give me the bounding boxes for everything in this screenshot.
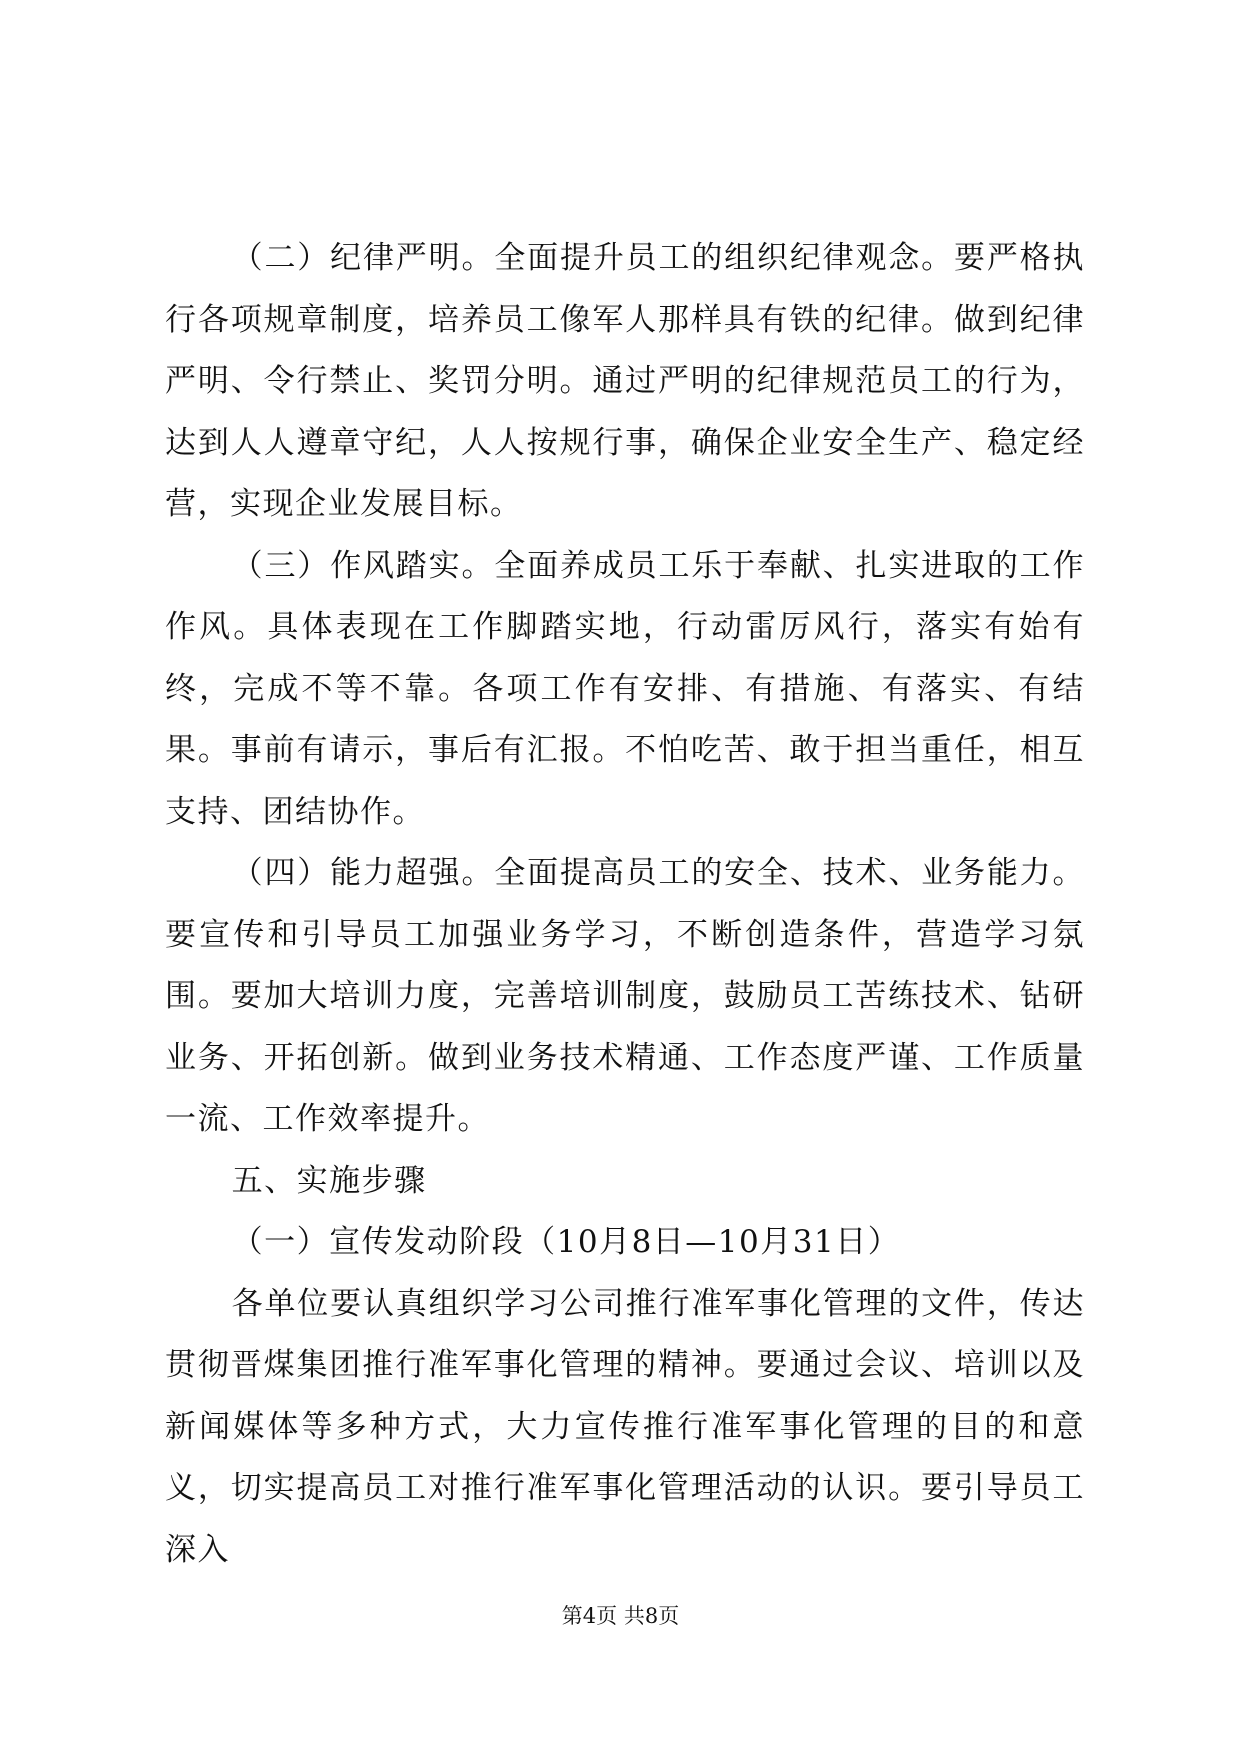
paragraph-discipline: （二）纪律严明。全面提升员工的组织纪律观念。要严格执行各项规章制度，培养员工像军人那样具有铁的纪律。做到纪律严明、令行禁止、奖罚分明。通过严明的纪律规范员工的行为，达到人人遵章守纪，人人按规行事，确保企业安全生产、稳定经营，实现企业发展目标。	[165, 240, 1085, 522]
paragraph-ability: （四）能力超强。全面提高员工的安全、技术、业务能力。要宣传和引导员工加强业务学习，不断创造条件，营造学习氛围。要加大培训力度，完善培训制度，鼓励员工苦练技术、钻研业务、开拓创新。做到业务技术精通、工作态度严谨、工作质量一流、工作效率提升。	[165, 855, 1085, 1137]
document-body	[165, 228, 1085, 1581]
page-number-footer: 第4页 共8页	[561, 1604, 680, 1628]
section-heading-implementation-steps: 五、实施步骤	[231, 1162, 427, 1199]
subheading-publicity-stage: （一）宣传发动阶段（10月8日—10月31日）	[231, 1224, 901, 1260]
paragraph-publicity-details: 各单位要认真组织学习公司推行准军事化管理的文件，传达贯彻晋煤集团推行准军事化管理的精神。要通过会议、培训以及新闻媒体等多种方式，大力宣传推行准军事化管理的目的和意义，切实提高员工对推行准军事化管理活动的认识。要引导员工深入	[165, 1285, 1085, 1568]
paragraph-work-style: （三）作风踏实。全面养成员工乐于奉献、扎实进取的工作作风。具体表现在工作脚踏实地，行动雷厉风行，落实有始有终，完成不等不靠。各项工作有安排、有措施、有落实、有结果。事前有请示，事后有汇报。不怕吃苦、敢于担当重任，相互支持、团结协作。	[165, 547, 1085, 830]
